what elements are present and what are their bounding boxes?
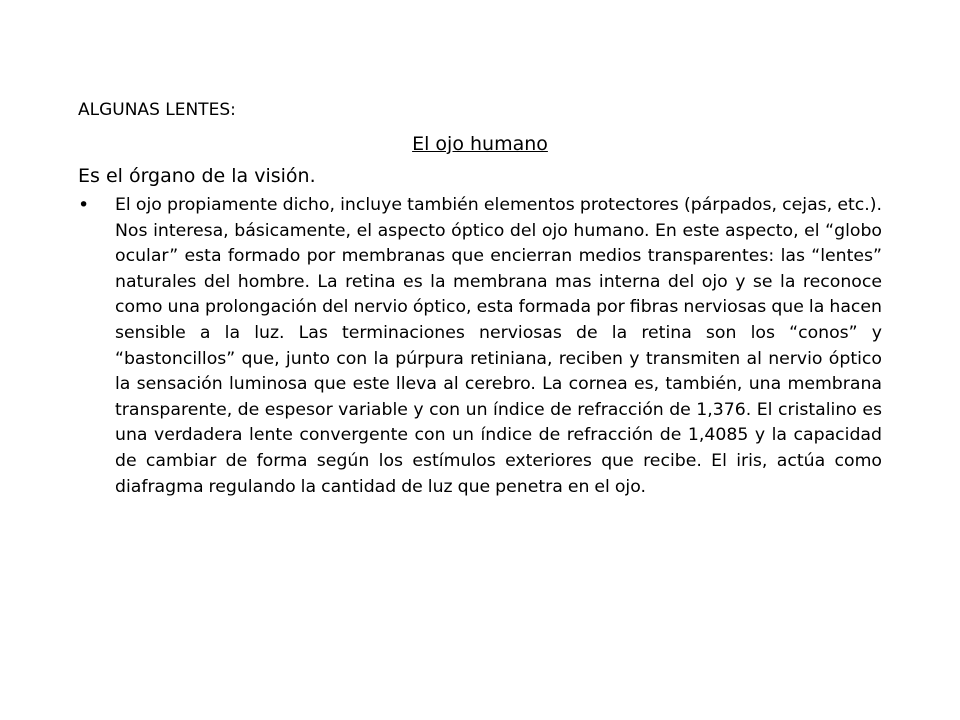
slide-title: El ojo humano [412, 133, 548, 155]
bullet-text: El ojo propiamente dicho, incluye también elementos protectores (párpados, cejas, etc.). Nos interesa, básicamente, el aspecto óptico del ojo humano. En este aspecto, el “globo ocular” esta formado por membranas que encierran medios transparentes: las “lentes” naturales del hombre. La retina es la membrana mas interna del ojo y se la reconoce como una prolongación del nervio óptico, esta formada por fibras nerviosas que la hacen sensible a la luz. Las terminaciones nerviosas de la retina son los “conos” y “bastoncillos” que, junto con la púrpura retiniana, reciben y transmiten al nervio óptico la sensación luminosa que este lleva al cerebro. La cornea es, también, una membrana transparente, de espesor variable y con un índice de refracción de 1,376. El cristalino es una verdadera lente convergente con un índice de refracción de 1,4085 y la capacidad de cambiar de forma según los estímulos exteriores que recibe. El iris, actúa como diafragma regulando la cantidad de luz que penetra en el ojo. [115, 195, 882, 497]
bullet-marker: • [78, 194, 90, 216]
slide-heading: ALGUNAS LENTES: [78, 100, 236, 120]
intro-text: Es el órgano de la visión. [78, 165, 316, 187]
